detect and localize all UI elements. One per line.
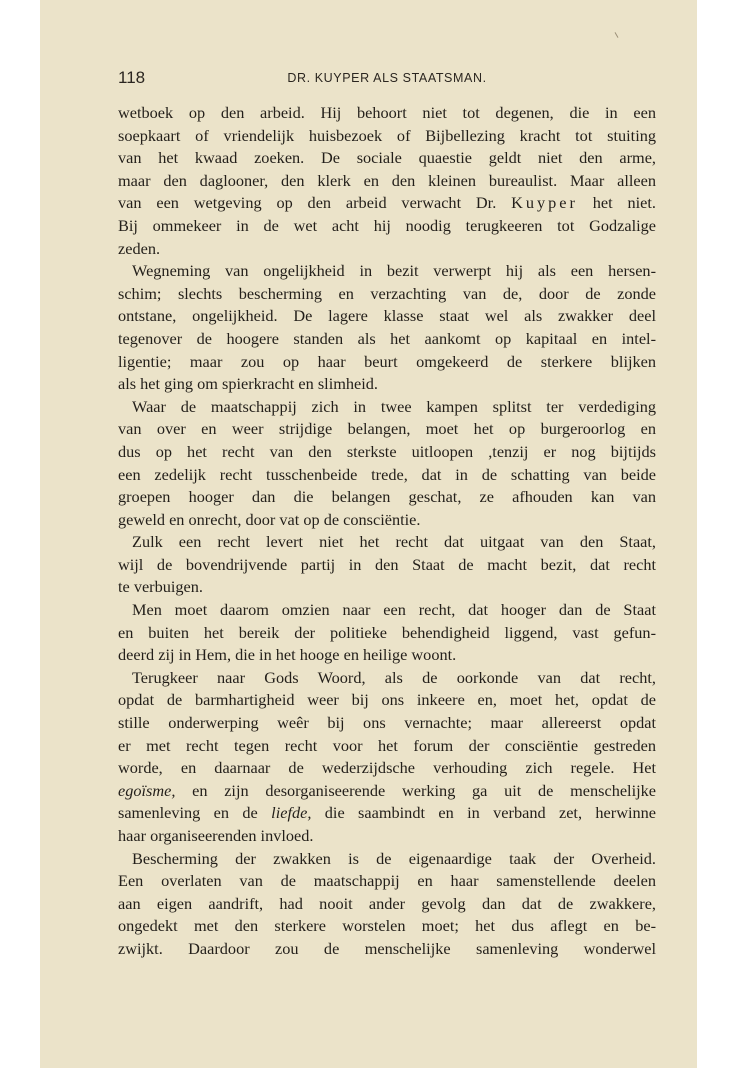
text-line: zeden. — [118, 238, 161, 258]
paragraph-1 — [118, 102, 656, 260]
text-line: deerd zij in Hem, die in het hooge en heilige woont. — [118, 645, 457, 665]
text-line: als het ging om spierkracht en slimheid. — [118, 374, 378, 394]
text-line: Bescherming der zwakken is de eigenaardige taak der Overheid. — [132, 848, 656, 868]
text-line: en buiten het bereik der politieke behendigheid liggend, vast gefun- — [118, 622, 656, 642]
italic-word: egoïsme, — [118, 780, 176, 800]
text-line: van over en weer strijdige belangen, moet het op burgeroorlog en — [118, 419, 656, 439]
text-line — [118, 780, 656, 803]
text-line — [118, 802, 656, 825]
book-page — [40, 0, 697, 1068]
text-line: aan eigen aandrift, had nooit ander gevolg dan dat de zwakkere, — [118, 893, 656, 913]
text-line: Terugkeer naar Gods Woord, als de oorkonde van dat recht, — [132, 667, 656, 687]
text-line: dus op het recht van den sterkste uitloopen ,tenzij er nog bijtijds — [118, 441, 656, 461]
text-segment: van een wetgeving op den arbeid verwacht Dr. — [118, 193, 512, 213]
text-segment: en zijn desorganiseerende werking ga uit de menschelijke — [175, 780, 656, 800]
paragraph-3 — [118, 396, 656, 532]
italic-word: liefde, — [271, 803, 312, 823]
text-line: groepen hooger dan die belangen geschat, ze afhouden kan van — [118, 487, 656, 507]
text-segment: het niet. — [577, 193, 657, 213]
text-line: te verbuigen. — [118, 577, 203, 597]
text-line: maar den daglooner, den klerk en den kleinen bureaulist. Maar alleen — [118, 170, 656, 190]
text-line: een zedelijk recht tusschenbeide trede, dat in de schatting van beide — [118, 464, 656, 484]
text-line: Wegneming van ongelijkheid in bezit verwerpt hij als een hersen- — [132, 261, 656, 281]
page-number: 118 — [118, 68, 146, 87]
text-line: stille onderwerping weêr bij ons vernachte; maar allereerst opdat — [118, 713, 656, 733]
text-line: Men moet daarom omzien naar een recht, dat hooger dan de Staat — [132, 600, 656, 620]
paragraph-6 — [118, 667, 656, 848]
text-line: geweld en onrecht, door vat op de consciëntie. — [118, 509, 421, 529]
text-line: opdat de barmhartigheid weer bij ons inkeere en, moet het, opdat de — [118, 690, 656, 710]
text-line: zwijkt. Daardoor zou de menschelijke samenleving wonderwel — [118, 938, 656, 958]
page-header — [118, 68, 656, 90]
text-line: ongedekt met den sterkere worstelen moet; het dus aflegt en be- — [118, 916, 656, 936]
text-segment: samenleving en de — [118, 803, 272, 823]
text-line: tegenover de hoogere standen als het aankomt op kapitaal en intel- — [118, 328, 656, 348]
text-line: wijl de bovendrijvende partij in den Staat de macht bezit, dat recht — [118, 554, 656, 574]
paper-speck — [615, 32, 619, 38]
paragraph-2 — [118, 260, 656, 396]
text-line: van het kwaad zoeken. De sociale quaestie geldt niet den arme, — [118, 148, 656, 168]
body-text — [118, 102, 656, 961]
text-line: Zulk een recht levert niet het recht dat uitgaat van den Staat, — [132, 532, 656, 552]
text-line: soepkaart of vriendelijk huisbezoek of Bijbellezing kracht tot stuiting — [118, 125, 656, 145]
text-line — [118, 192, 656, 215]
running-head: DR. KUYPER ALS STAATSMAN. — [287, 71, 487, 85]
paragraph-4 — [118, 531, 656, 599]
text-line: Waar de maatschappij zich in twee kampen splitst ter verdediging — [132, 396, 656, 416]
paragraph-5 — [118, 599, 656, 667]
text-line: wetboek op den arbeid. Hij behoort niet tot degenen, die in een — [118, 103, 656, 122]
paragraph-7 — [118, 848, 656, 961]
text-line: haar organiseerenden invloed. — [118, 826, 314, 845]
text-line: ontstane, ongelijkheid. De lagere klasse staat wel als zwakker deel — [118, 306, 656, 326]
text-line: Bij ommekeer in de wet acht hij noodig terugkeeren tot Godzalige — [118, 215, 656, 235]
text-line: er met recht tegen recht voor het forum der consciëntie gestreden — [118, 735, 656, 755]
spaced-name: Kuyper — [511, 193, 578, 213]
text-segment: die saambindt en in verband zet, herwinne — [311, 803, 656, 823]
text-line: Een overlaten van de maatschappij en haar samenstellende deelen — [118, 871, 656, 891]
text-line: schim; slechts bescherming en verzachting van de, door de zonde — [118, 283, 656, 303]
text-line: ligentie; maar zou op haar beurt omgekeerd de sterkere blijken — [118, 351, 656, 371]
text-line: worde, en daarnaar de wederzijdsche verhouding zich regele. Het — [118, 758, 656, 778]
